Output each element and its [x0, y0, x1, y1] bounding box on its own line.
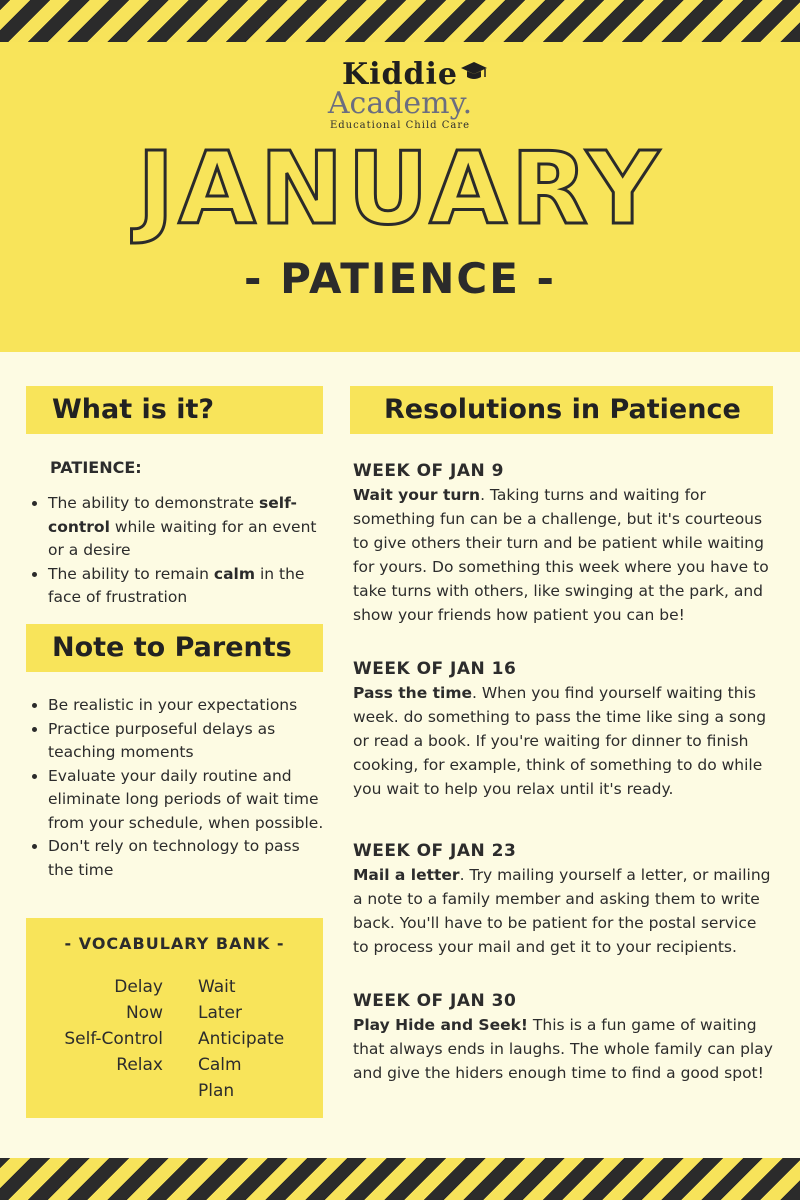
vocabulary-left-column — [64, 974, 163, 1078]
week-section — [353, 658, 773, 801]
vocab-word: Wait — [198, 977, 236, 997]
vocabulary-right-column — [198, 974, 284, 1104]
bottom-hazard-stripes — [0, 1158, 800, 1200]
page-title: JANUARY — [137, 130, 663, 247]
week-section — [353, 990, 773, 1085]
page-subtitle: - PATIENCE - — [244, 254, 556, 303]
week-title: WEEK OF JAN 23 — [353, 841, 517, 861]
vocab-word: Calm — [198, 1055, 242, 1075]
vocab-word: Delay — [114, 977, 163, 997]
vocab-word: Relax — [116, 1055, 163, 1075]
parent-note-item: • Evaluate your daily routine and eliminate long periods of wait time from your schedule, when possible. — [48, 765, 328, 836]
vocab-word: Later — [198, 1003, 243, 1023]
parent-notes-list — [28, 694, 328, 882]
vocabulary-heading: - VOCABULARY BANK - — [64, 934, 285, 953]
logo-line-1: Kiddie — [342, 57, 458, 92]
week-body: Play Hide and Seek! This is a fun game of waiting that always ends in laughs. The whole family can play and give the hiders enough time to find a good spot! — [353, 1016, 773, 1082]
note-to-parents-heading: Note to Parents — [26, 624, 323, 672]
week-body: Mail a letter. Try mailing yourself a letter, or mailing a note to a family member and asking them to write back. You'll have to be patient for the postal service to process your mail and get it to your recipients. — [353, 866, 771, 956]
kiddie-academy-logo — [0, 57, 800, 131]
vocab-word: Now — [125, 1003, 163, 1023]
week-body: Wait your turn. Taking turns and waiting for something fun can be a challenge, but it's courteous to give others their turn and be patient while waiting for yours. Do something this week where you have to take turns with others, like swinging at the park, and show your friends how patient you can be! — [353, 486, 769, 624]
parent-note-item: • Practice purposeful delays as teaching moments — [48, 718, 328, 765]
resolutions-heading: Resolutions in Patience — [350, 386, 773, 434]
logo-tagline: Educational Child Care — [329, 120, 471, 131]
logo-line-2: Academy. — [327, 86, 473, 121]
vocab-word: Plan — [198, 1081, 235, 1101]
vocab-word: Anticipate — [198, 1029, 285, 1049]
week-section — [353, 840, 773, 959]
vocabulary-bank — [26, 918, 323, 1118]
definition-item: • The ability to remain calm in the face of frustration — [48, 563, 328, 610]
definition-item: • The ability to demonstrate self-control while waiting for an event or a desire — [48, 492, 328, 563]
vocab-word: Self-Control — [64, 1029, 163, 1049]
top-hazard-stripes — [0, 0, 800, 42]
parent-note-item: • Don't rely on technology to pass the time — [48, 835, 328, 882]
definition-list — [28, 492, 328, 610]
definition-term: PATIENCE: — [50, 458, 142, 477]
week-title: WEEK OF JAN 30 — [353, 991, 517, 1011]
header-banner — [0, 42, 800, 352]
parent-note-item: • Be realistic in your expectations — [48, 694, 328, 718]
week-section — [353, 460, 773, 627]
week-title: WEEK OF JAN 9 — [353, 461, 505, 481]
week-title: WEEK OF JAN 16 — [353, 659, 517, 679]
graduation-cap-icon — [460, 60, 488, 82]
what-is-it-heading: What is it? — [26, 386, 323, 434]
week-body: Pass the time. When you find yourself waiting this week. do something to pass the time like sing a song or read a book. If you're waiting for dinner to finish cooking, for example, think of something to do while you wait to help you relax until it's ready. — [353, 684, 767, 798]
